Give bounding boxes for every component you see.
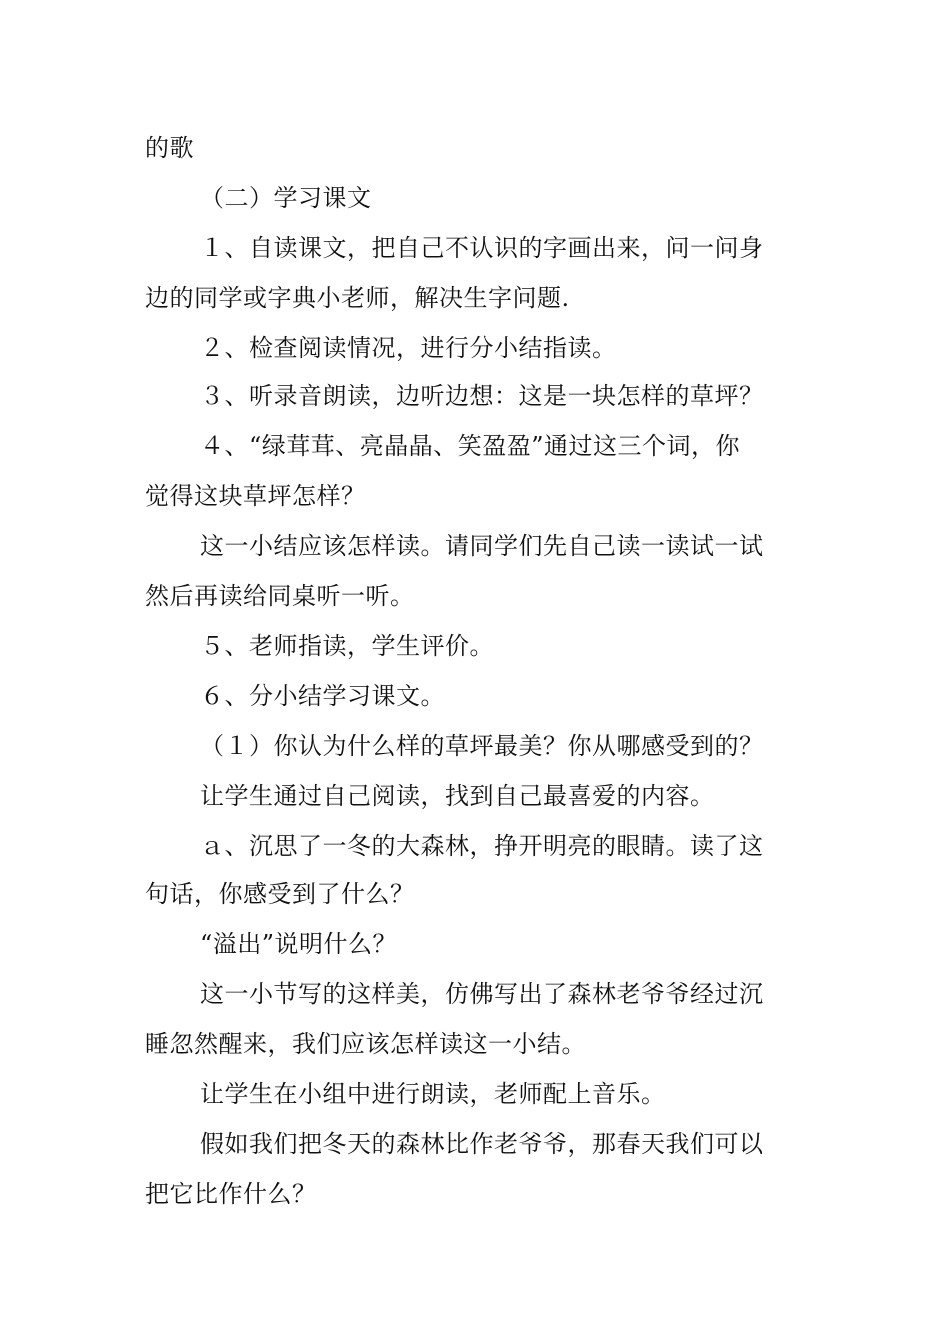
text-line: 边的同学或字典小老师，解决生字问题. bbox=[145, 284, 570, 312]
section-heading: （二）学习课文 bbox=[200, 184, 372, 212]
text-line: （１）你认为什么样的草坪最美？你从哪感受到的？ bbox=[200, 732, 764, 760]
text-line: 让学生通过自己阅读，找到自己最喜爱的内容。 bbox=[200, 782, 715, 810]
text-line: 把它比作什么？ bbox=[145, 1180, 317, 1208]
text-line: 觉得这块草坪怎样？ bbox=[145, 482, 366, 510]
text-line: 然后再读给同桌听一听。 bbox=[145, 582, 415, 610]
text-line: 让学生在小组中进行朗读，老师配上音乐。 bbox=[200, 1080, 666, 1108]
text-line: 睡忽然醒来，我们应该怎样读这一小结。 bbox=[145, 1030, 586, 1058]
text-line: 这一小结应该怎样读。请同学们先自己读一读试一试 bbox=[200, 532, 764, 560]
text-line: ６、分小结学习课文。 bbox=[200, 682, 445, 710]
text-line: 句话，你感受到了什么？ bbox=[145, 880, 415, 908]
text-line: ５、老师指读，学生评价。 bbox=[200, 632, 494, 660]
text-line: “溢出”说明什么？ bbox=[200, 930, 398, 958]
text-line: ２、检查阅读情况，进行分小结指读。 bbox=[200, 334, 617, 362]
text-line: １、自读课文，把自己不认识的字画出来，问一问身 bbox=[200, 234, 764, 262]
text-line: 的歌 bbox=[145, 134, 194, 162]
text-line: 假如我们把冬天的森林比作老爷爷，那春天我们可以 bbox=[200, 1130, 764, 1158]
text-line: ３、听录音朗读，边听边想：这是一块怎样的草坪？ bbox=[200, 382, 764, 410]
text-line: 这一小节写的这样美，仿佛写出了森林老爷爷经过沉 bbox=[200, 980, 764, 1008]
text-line: ４、“绿茸茸、亮晶晶、笑盈盈”通过这三个词，你 bbox=[200, 432, 741, 460]
text-line: ａ、沉思了一冬的大森林，挣开明亮的眼睛。读了这 bbox=[200, 832, 764, 860]
